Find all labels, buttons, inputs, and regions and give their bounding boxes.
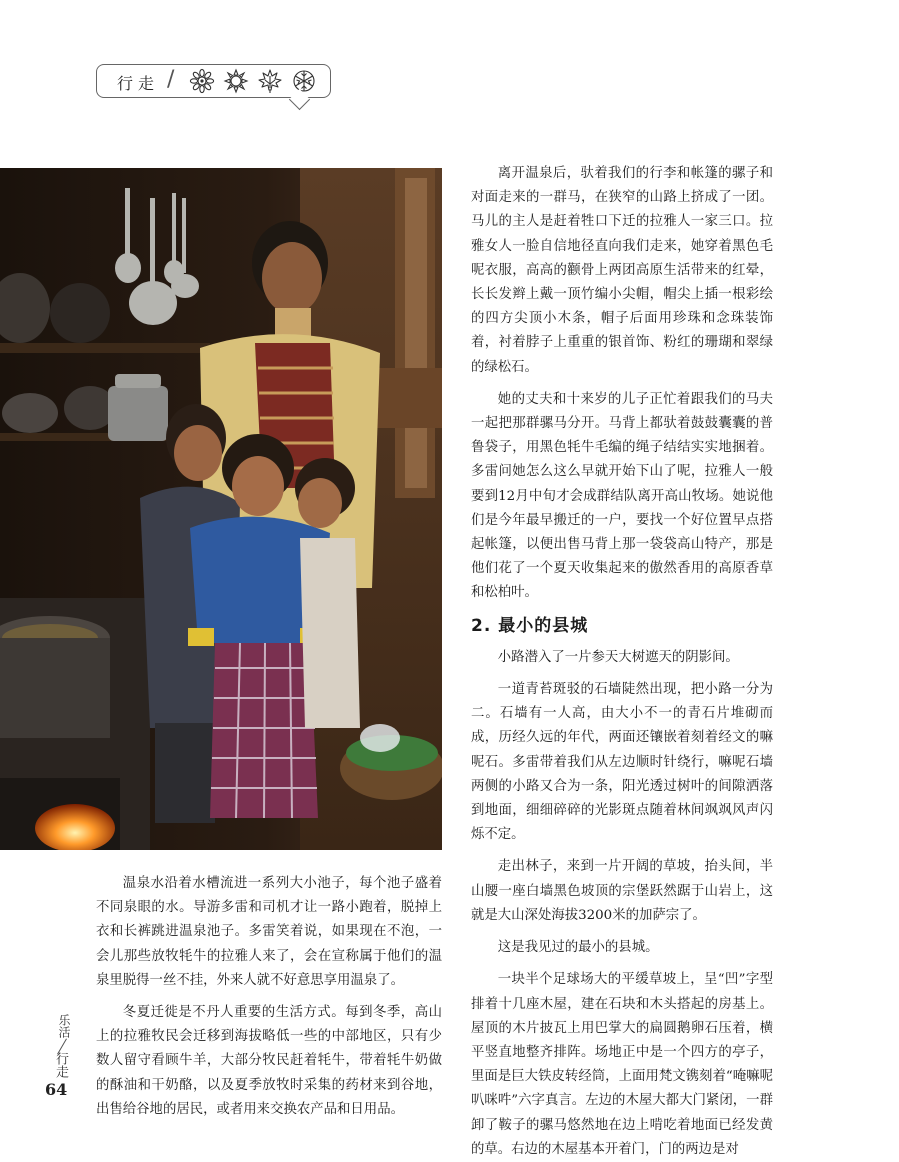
- paragraph: 冬夏迁徙是不丹人重要的生活方式。每到冬季，高山上的拉雅牧民会迁移到海拔略低一些的中部地区，只有少数人留守看顾牛羊，大部分牧民赶着牦牛，带着牦牛奶做的酥油和干奶酪，以及夏季放牧时采集的药材来到谷地，出售给谷地的居民，或者用来交换农产品和日用品。: [96, 1005, 442, 1117]
- section-header-tab: [96, 64, 331, 98]
- right-text-column: [471, 162, 773, 1162]
- sunflower-icon: [189, 68, 215, 94]
- maple-leaf-icon: [257, 68, 283, 94]
- paragraph: 这是我见过的最小的县城。: [497, 940, 659, 956]
- left-text-column: [96, 872, 442, 1122]
- section-label: 行走: [117, 74, 160, 93]
- family-in-kitchen-photo: [0, 168, 442, 850]
- margin-category-label: 乐活: [57, 1014, 71, 1038]
- margin-section-label: 行走: [53, 1052, 68, 1078]
- paragraph: 一道青苔斑驳的石墙陡然出现，把小路一分为二。石墙有一人高，由大小不一的青石片堆砌而成，历经久远的年代，两面还镶嵌着刻着经文的嘛呢石。多雷带着我们从左边顺时针绕行，嘛呢石墙两侧的小路又合为一条，阳光透过树叶的间隙洒落到地面，细细碎碎的光影斑点随着林间飒飒风声闪烁不定。: [471, 682, 773, 843]
- paragraph: 温泉水沿着水槽流进一系列大小池子，每个池子盛着不同泉眼的水。导游多雷和司机才让一路小跑着，脱掉上衣和长裤跳进温泉池子。多雷笑着说，如果现在不泡，一会儿那些放牧牦牛的拉雅人来了，会在宣称属于他们的温泉里脱得一丝不挂，外来人就不好意思享用温泉了。: [96, 876, 442, 988]
- paragraph: 她的丈夫和十来岁的儿子正忙着跟我们的马夫一起把那群骡马分开。马背上都驮着鼓鼓囊囊的普鲁袋子，用黑色牦牛毛编的绳子结结实实地捆着。多雷问她怎么这么早就开始下山了呢，拉雅人一般要到12月中旬才会成群结队离开高山牧场。她说他们是今年最早搬迁的一户，要找一个好位置早点搭起帐篷，以便出售马背上那一袋袋高山特产，那是他们花了一个夏天收集起来的傲然香用的高原香草和松柏叶。: [471, 391, 773, 601]
- snowflake-icon: [291, 68, 317, 94]
- sun-icon: [223, 68, 249, 94]
- paragraph: 小路潜入了一片参天大树遮天的阴影间。: [497, 649, 739, 665]
- page-number: 64: [45, 1080, 68, 1099]
- paragraph: 离开温泉后，驮着我们的行李和帐篷的骡子和对面走来的一群马，在狭窄的山路上挤成了一团。马儿的主人是赶着牲口下迁的拉雅人一家三口。拉雅女人一脸自信地径直向我们走来，她穿着黑色毛呢衣服，高高的颧骨上两团高原生活带来的红晕，长长发辫上戴一顶竹编小尖帽，帽尖上插一根彩绘的四方尖顶小木条，帽子后面用珍珠和念珠装饰着，衬着脖子上重重的银首饰、粉红的珊瑚和翠绿的绿松石。: [471, 166, 773, 375]
- header-separator: /: [167, 67, 175, 92]
- section-heading: 2. 最小的县城: [471, 615, 589, 636]
- paragraph: 走出林子，来到一片开阔的草坡，抬头间，半山腰一座白墙黑色坡顶的宗堡跃然踞于山岩上，这就是大山深处海拔3200米的加萨宗了。: [471, 859, 773, 923]
- paragraph: 一块半个足球场大的平缓草坡上，呈“凹”字型排着十几座木屋，建在石块和木头搭起的房基上。屋顶的木片披瓦上用巴掌大的扁圆鹅卵石压着，横平竖直地整齐排阵。场地正中是一个四方的亭子，里面是巨大铁皮转经筒，上面用梵文镌刻着“唵嘛呢叭咪吽”六字真言。左边的木屋大都大门紧闭，一群卸了鞍子的骡马悠然地在边上啃吃着地面已经发黄的草。右边的木屋基本开着门，门的两边是对: [471, 972, 773, 1157]
